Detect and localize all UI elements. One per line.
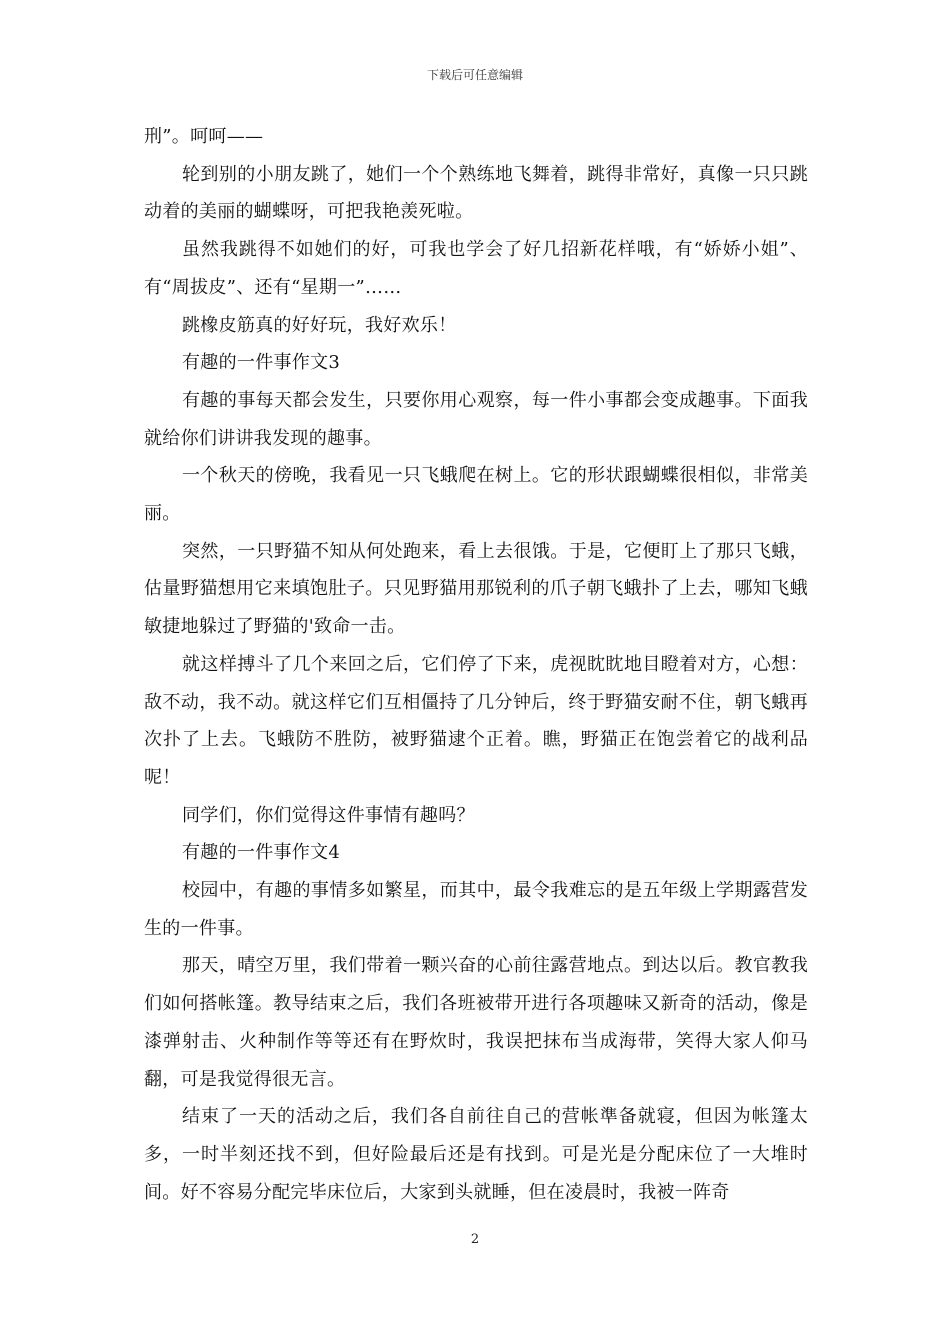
paragraph: 有趣的事每天都会发生，只要你用心观察，每一件小事都会变成趣事。下面我就给你们讲讲我发现的趣事。 [144,389,808,449]
paragraph: 跳橡皮筋真的好好玩，我好欢乐！ [182,314,457,336]
paragraph: 刑”。呵呵—— [144,126,264,147]
section-heading: 有趣的一件事作文3 [182,352,341,374]
paragraph: 一个秋天的傍晚，我看见一只飞蛾爬在树上。它的形状跟蝴蝶很相似，非常美丽。 [144,465,808,525]
paragraph: 突然，一只野猫不知从何处跑来，看上去很饿。于是，它便盯上了那只飞蛾，估量野猫想用它来填饱肚子。只见野猫用那锐利的爪子朝飞蛾扑了上去，哪知飞蛾敏捷地躲过了野猫的'致命一击。 [144,540,808,638]
section-heading: 有趣的一件事作文4 [182,842,341,864]
paragraph: 虽然我跳得不如她们的好，可我也学会了好几招新花样哦，有“娇娇小姐”、有“周拔皮”、还有“星期一”…… [144,239,808,298]
paragraph: 轮到别的小朋友跳了，她们一个个熟练地飞舞着，跳得非常好，真像一只只跳动着的美丽的蝴蝶呀，可把我艳羡死啦。 [144,163,808,223]
document-body [144,118,808,1211]
page-header: 下载后可任意编辑 [426,68,523,82]
paragraph: 结束了一天的活动之后，我们各自前往自己的营帐準备就寝，但因为帐篷太多，一时半刻还找不到，但好险最后还是有找到。可是光是分配床位了一大堆时间。好不容易分配完毕床位后，大家到头就睡，但在凌晨时，我被一阵奇 [144,1106,808,1203]
paragraph: 同学们，你们觉得这件事情有趣吗？ [182,804,475,826]
paragraph: 那天，晴空万里，我们带着一颗兴奋的心前往露营地点。到达以后。教官教我们如何搭帐篷。教导结束之后，我们各班被带开进行各项趣味又新奇的活动，像是漆弹射击、火种制作等等还有在野炊时，我误把抹布当成海带，笑得大家人仰马翻，可是我觉得很无言。 [144,955,808,1090]
paragraph: 就这样搏斗了几个来回之后，它们停了下来，虎视眈眈地目瞪着对方，心想：敌不动，我不动。就这样它们互相僵持了几分钟后，终于野猫安耐不住，朝飞蛾再次扑了上去。飞蛾防不胜防，被野猫逮个正着。瞧，野猫正在饱尝着它的战利品呢！ [144,653,808,788]
paragraph: 校园中，有趣的事情多如繁星，而其中，最令我难忘的是五年级上学期露营发生的一件事。 [144,880,808,939]
page-number: 2 [470,1232,480,1247]
